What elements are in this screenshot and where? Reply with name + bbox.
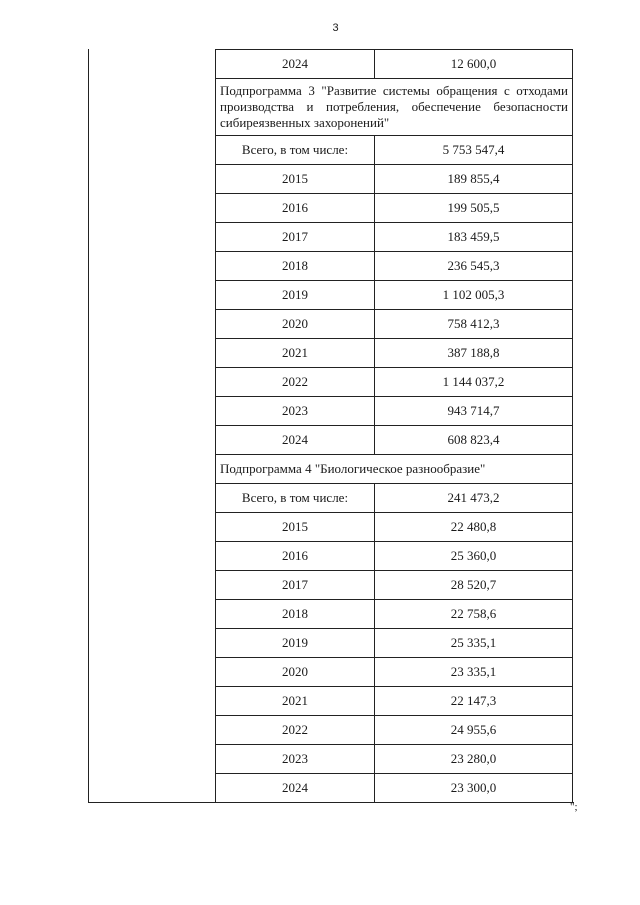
table-row [216,571,573,600]
table-row [216,658,573,687]
row-value: 943 714,7 [375,397,573,426]
row-label: 2024 [216,50,375,79]
row-label: 2022 [216,716,375,745]
table-row [216,281,573,310]
row-value: 5 753 547,4 [375,136,573,165]
table-row [216,600,573,629]
subprogram-title: Подпрограмма 3 "Развитие системы обращения с отходами производства и потребления, обеспечение безопасности сибиреязвенных захоронений" [216,79,573,136]
row-value: 199 505,5 [375,194,573,223]
table-row [216,50,573,79]
row-value: 23 335,1 [375,658,573,687]
subprogram-row [216,79,573,136]
table-row [216,716,573,745]
row-label: 2015 [216,165,375,194]
subprogram-title: Подпрограмма 4 "Биологическое разнообразие" [216,455,573,484]
table-row [216,165,573,194]
table-row [216,223,573,252]
table-row [216,484,573,513]
row-value: 24 955,6 [375,716,573,745]
row-value: 236 545,3 [375,252,573,281]
row-label: 2016 [216,194,375,223]
table-row [216,368,573,397]
row-label: 2020 [216,658,375,687]
row-label: 2018 [216,252,375,281]
left-empty-column [88,49,216,803]
row-value: 1 144 037,2 [375,368,573,397]
page-number: 3 [332,22,339,34]
row-label: 2021 [216,339,375,368]
table-row [216,397,573,426]
row-value: 23 280,0 [375,745,573,774]
row-label: 2019 [216,629,375,658]
table-row [216,629,573,658]
row-value: 28 520,7 [375,571,573,600]
row-value: 387 188,8 [375,339,573,368]
row-label: 2022 [216,368,375,397]
row-label: 2016 [216,542,375,571]
row-value: 22 758,6 [375,600,573,629]
table-row [216,745,573,774]
row-value: 22 480,8 [375,513,573,542]
row-value: 23 300,0 [375,774,573,803]
row-label: 2024 [216,774,375,803]
row-value: 608 823,4 [375,426,573,455]
table-row [216,426,573,455]
row-label: 2021 [216,687,375,716]
row-label: 2019 [216,281,375,310]
row-label: 2020 [216,310,375,339]
table-row [216,774,573,803]
table-row [216,252,573,281]
table-row [216,542,573,571]
row-label: 2023 [216,397,375,426]
row-label: 2023 [216,745,375,774]
row-value: 189 855,4 [375,165,573,194]
row-label: 2015 [216,513,375,542]
row-value: 12 600,0 [375,50,573,79]
row-label: 2018 [216,600,375,629]
row-value: 25 335,1 [375,629,573,658]
closing-quote-mark: "; [570,801,578,813]
row-value: 241 473,2 [375,484,573,513]
subprogram-row [216,455,573,484]
row-label: Всего, в том числе: [216,484,375,513]
bottom-rule [88,802,574,803]
table-row [216,136,573,165]
table-row [216,194,573,223]
row-value: 25 360,0 [375,542,573,571]
row-label: 2017 [216,223,375,252]
row-label: 2017 [216,571,375,600]
row-value: 22 147,3 [375,687,573,716]
table-row [216,513,573,542]
row-label: 2024 [216,426,375,455]
row-value: 758 412,3 [375,310,573,339]
financing-table-body [216,50,573,803]
table-row [216,310,573,339]
row-value: 183 459,5 [375,223,573,252]
row-label: Всего, в том числе: [216,136,375,165]
table-row [216,339,573,368]
row-value: 1 102 005,3 [375,281,573,310]
financing-table [215,49,573,803]
table-row [216,687,573,716]
